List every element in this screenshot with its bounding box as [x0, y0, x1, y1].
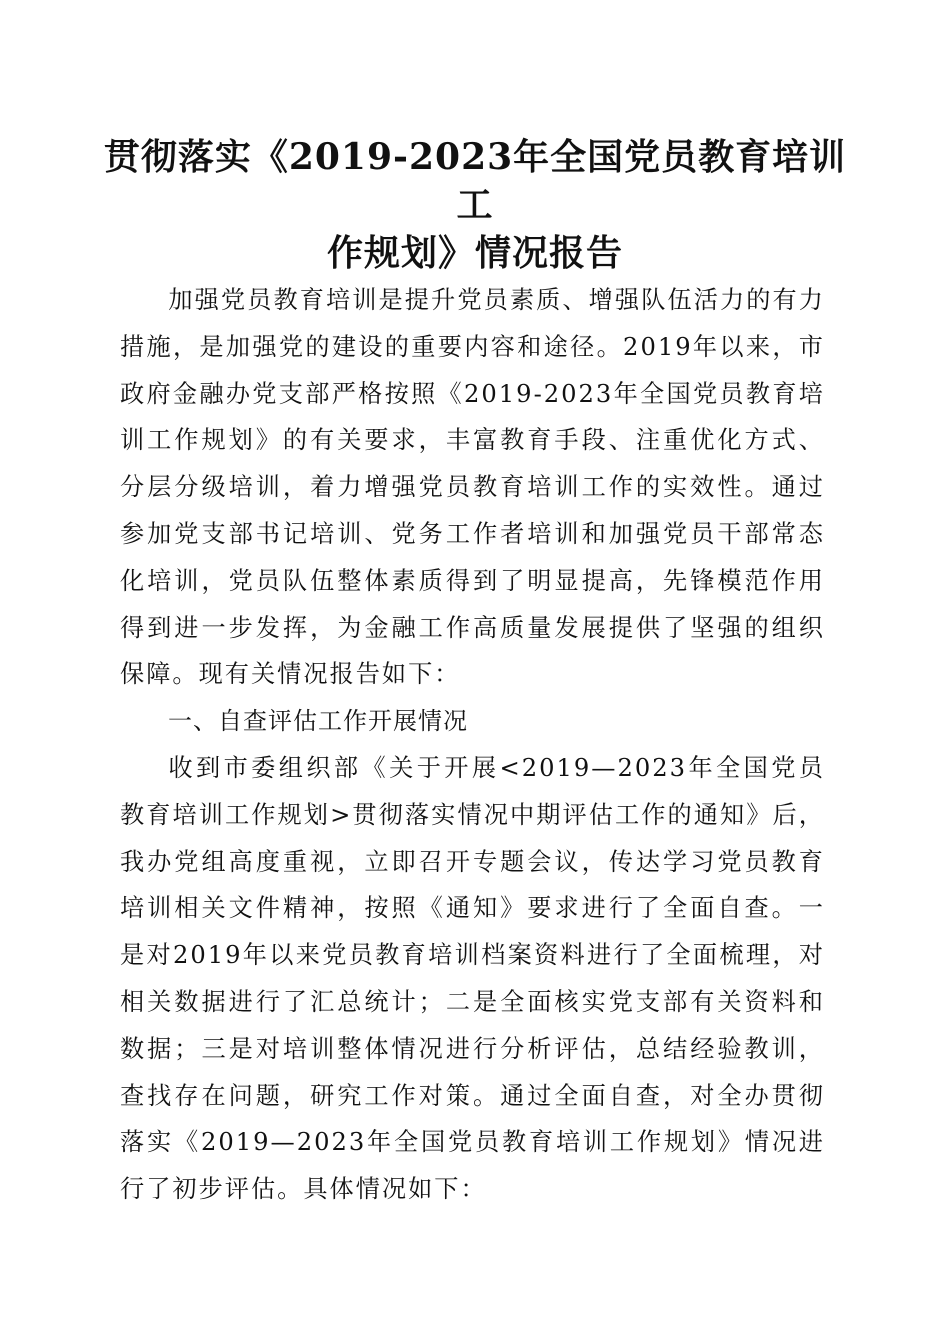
- document-title: [95, 133, 855, 277]
- section-heading-1: 一、自查评估工作开展情况: [168, 707, 468, 736]
- title-line-2: 作规划》情况报告: [326, 232, 623, 274]
- section-1-paragraph: 收到市委组织部《关于开展<2019—2023年全国党员教育培训工作规划>贯彻落实情况中期评估工作的通知》后，我办党组高度重视，立即召开专题会议，传达学习党员教育培训相关文件精神，按照《通知》要求进行了全面自查。一是对2019年以来党员教育培训档案资料进行了全面梳理，对相关数据进行了汇总统计；二是全面核实党支部有关资料和数据；三是对培训整体情况进行分析评估，总结经验教训，查找存在问题，研究工作对策。通过全面自查，对全办贯彻落实《2019—2023年全国党员教育培训工作规划》情况进行了初步评估。具体情况如下：: [120, 753, 825, 1204]
- document-body: [120, 277, 825, 1213]
- intro-paragraph: 加强党员教育培训是提升党员素质、增强队伍活力的有力措施，是加强党的建设的重要内容和途径。2019年以来，市政府金融办党支部严格按照《2019-2023年全国党员教育培训工作规划》的有关要求，丰富教育手段、注重优化方式、分层分级培训，着力增强党员教育培训工作的实效性。通过参加党支部书记培训、党务工作者培训和加强党员干部常态化培训，党员队伍整体素质得到了明显提高，先锋模范作用得到进一步发挥，为金融工作高质量发展提供了坚强的组织保障。现有关情况报告如下：: [120, 286, 825, 689]
- title-line-1: 贯彻落实《2019-2023年全国党员教育培训工: [103, 136, 847, 226]
